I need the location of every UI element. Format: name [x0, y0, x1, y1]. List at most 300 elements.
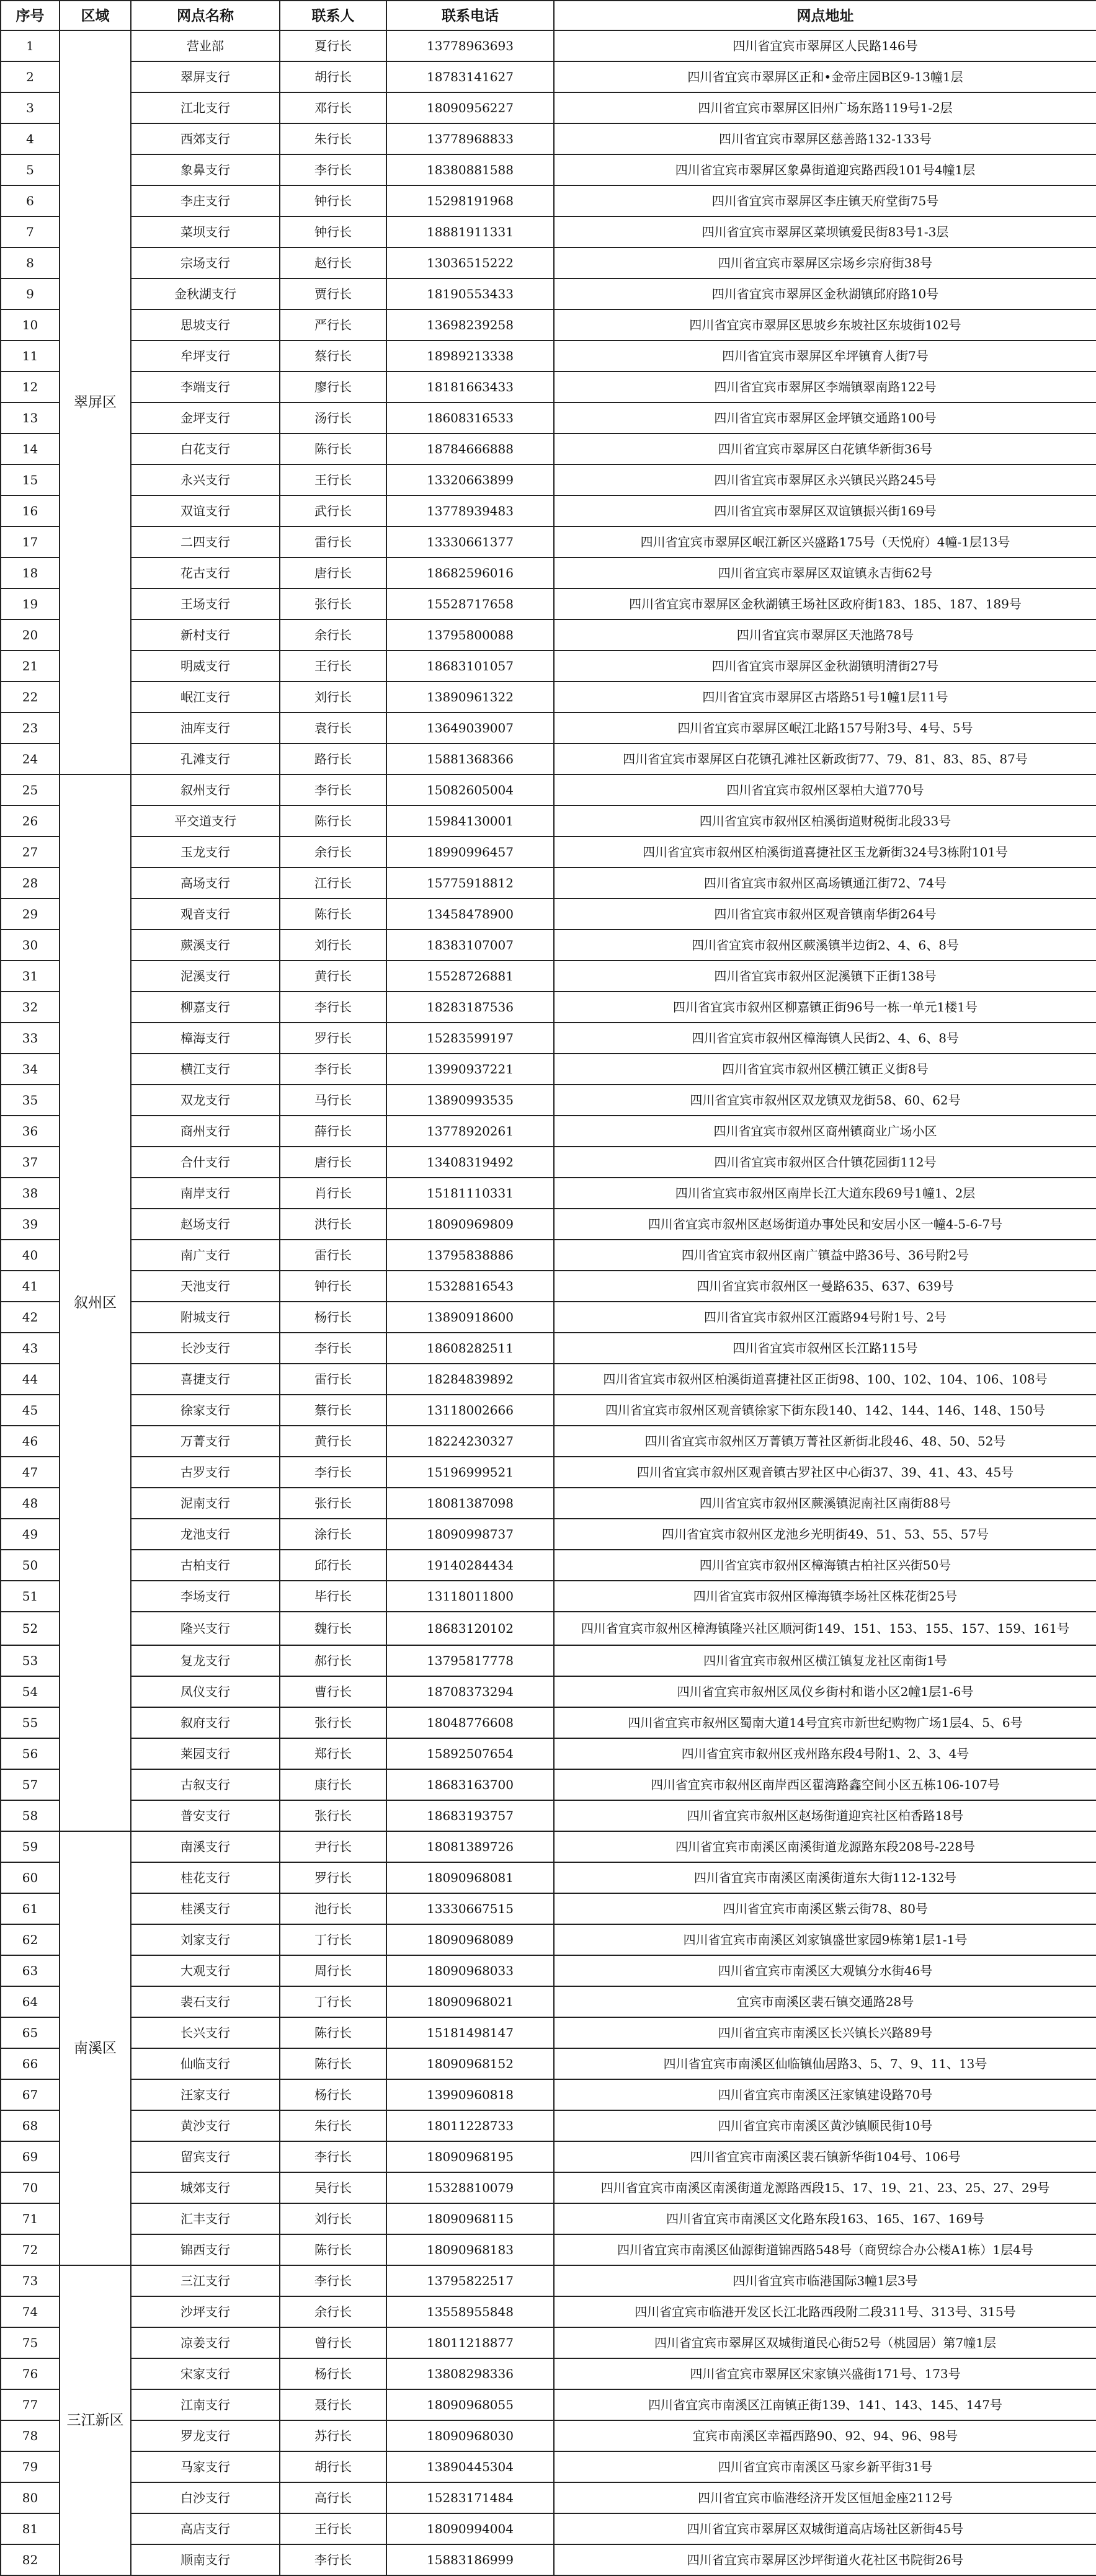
cell-contact: 邓行长 — [280, 92, 386, 123]
cell-contact: 李行长 — [280, 1457, 386, 1488]
cell-seq: 46 — [1, 1426, 60, 1457]
cell-address: 四川省宜宾市叙州区戎州路东段4号附1、2、3、4号 — [554, 1738, 1096, 1769]
cell-seq: 24 — [1, 744, 60, 775]
table-row — [1, 744, 1096, 775]
cell-contact: 杨行长 — [280, 2358, 386, 2389]
cell-branch-name: 李场支行 — [131, 1581, 280, 1612]
cell-address: 四川省宜宾市叙州区合什镇花园街112号 — [554, 1147, 1096, 1178]
cell-seq: 80 — [1, 2482, 60, 2513]
cell-seq: 29 — [1, 899, 60, 930]
cell-address: 四川省宜宾市翠屏区金秋湖镇邱府路10号 — [554, 278, 1096, 309]
cell-address: 四川省宜宾市南溪区大观镇分水街46号 — [554, 1955, 1096, 1986]
cell-address: 宜宾市南溪区幸福西路90、92、94、96、98号 — [554, 2420, 1096, 2451]
cell-phone: 18090968115 — [386, 2203, 554, 2234]
cell-address: 四川省宜宾市叙州区泥溪镇下正街138号 — [554, 961, 1096, 992]
cell-seq: 74 — [1, 2296, 60, 2327]
cell-address: 四川省宜宾市南溪区紫云街78、80号 — [554, 1893, 1096, 1924]
cell-branch-name: 象鼻支行 — [131, 154, 280, 185]
table-row — [1, 1769, 1096, 1800]
cell-contact: 尹行长 — [280, 1831, 386, 1862]
cell-branch-name: 合什支行 — [131, 1147, 280, 1178]
cell-contact: 魏行长 — [280, 1612, 386, 1645]
cell-seq: 77 — [1, 2389, 60, 2420]
cell-address: 四川省宜宾市临港国际3幢1层3号 — [554, 2265, 1096, 2296]
table-row — [1, 1581, 1096, 1612]
cell-seq: 52 — [1, 1612, 60, 1645]
cell-address: 四川省宜宾市南溪区刘家镇盛世家园9栋第1层1-1号 — [554, 1924, 1096, 1955]
cell-phone: 15328810079 — [386, 2172, 554, 2203]
cell-branch-name: 龙池支行 — [131, 1519, 280, 1550]
cell-region: 翠屏区 — [60, 30, 131, 775]
table-row — [1, 2358, 1096, 2389]
cell-phone: 18683163700 — [386, 1769, 554, 1800]
cell-address: 四川省宜宾市叙州区蕨溪镇泥南社区南街88号 — [554, 1488, 1096, 1519]
cell-branch-name: 二四支行 — [131, 526, 280, 557]
table-row — [1, 2451, 1096, 2482]
cell-contact: 杨行长 — [280, 1302, 386, 1333]
cell-phone: 18383107007 — [386, 930, 554, 961]
cell-contact: 路行长 — [280, 744, 386, 775]
cell-seq: 17 — [1, 526, 60, 557]
cell-phone: 15196999521 — [386, 1457, 554, 1488]
cell-branch-name: 复龙支行 — [131, 1645, 280, 1676]
cell-branch-name: 马家支行 — [131, 2451, 280, 2482]
cell-seq: 30 — [1, 930, 60, 961]
cell-contact: 毕行长 — [280, 1581, 386, 1612]
cell-branch-name: 花古支行 — [131, 557, 280, 588]
cell-contact: 郝行长 — [280, 1645, 386, 1676]
table-row — [1, 1550, 1096, 1581]
cell-phone: 18708373294 — [386, 1676, 554, 1707]
cell-branch-name: 留宾支行 — [131, 2141, 280, 2172]
table-row — [1, 2141, 1096, 2172]
table-row — [1, 2513, 1096, 2544]
cell-contact: 康行长 — [280, 1769, 386, 1800]
cell-contact: 余行长 — [280, 2296, 386, 2327]
table-row — [1, 185, 1096, 216]
cell-seq: 53 — [1, 1645, 60, 1676]
cell-branch-name: 喜捷支行 — [131, 1364, 280, 1395]
table-row — [1, 713, 1096, 744]
cell-address: 四川省宜宾市临港经济开发区恒旭金座2112号 — [554, 2482, 1096, 2513]
cell-address: 四川省宜宾市叙州区横江镇正义街8号 — [554, 1054, 1096, 1085]
cell-phone: 18090994004 — [386, 2513, 554, 2544]
cell-seq: 51 — [1, 1581, 60, 1612]
cell-branch-name: 双谊支行 — [131, 495, 280, 526]
cell-contact: 贾行长 — [280, 278, 386, 309]
cell-seq: 26 — [1, 806, 60, 837]
cell-address: 四川省宜宾市翠屏区正和•金帝庄园B区9-13幢1层 — [554, 61, 1096, 92]
cell-seq: 1 — [1, 30, 60, 61]
cell-branch-name: 古罗支行 — [131, 1457, 280, 1488]
cell-contact: 陈行长 — [280, 2048, 386, 2079]
cell-address: 四川省宜宾市翠屏区双城街道民心街52号（桃园居）第7幢1层 — [554, 2327, 1096, 2358]
table-row — [1, 868, 1096, 899]
cell-address: 四川省宜宾市叙州区双龙镇双龙街58、60、62号 — [554, 1085, 1096, 1116]
cell-phone: 13808298336 — [386, 2358, 554, 2389]
cell-phone: 18784666888 — [386, 433, 554, 464]
table-row — [1, 837, 1096, 868]
cell-seq: 34 — [1, 1054, 60, 1085]
cell-seq: 25 — [1, 775, 60, 806]
table-row — [1, 402, 1096, 433]
cell-branch-name: 叙州支行 — [131, 775, 280, 806]
table-row — [1, 1333, 1096, 1364]
cell-contact: 李行长 — [280, 1054, 386, 1085]
cell-branch-name: 古柏支行 — [131, 1550, 280, 1581]
table-row — [1, 1426, 1096, 1457]
cell-phone: 18090968195 — [386, 2141, 554, 2172]
cell-branch-name: 观音支行 — [131, 899, 280, 930]
table-row — [1, 1612, 1096, 1645]
cell-phone: 18048776608 — [386, 1707, 554, 1738]
table-row — [1, 775, 1096, 806]
cell-address: 四川省宜宾市叙州区赵场街道迎宾社区柏香路18号 — [554, 1800, 1096, 1831]
table-row — [1, 557, 1096, 588]
cell-seq: 42 — [1, 1302, 60, 1333]
cell-phone: 18090968152 — [386, 2048, 554, 2079]
cell-contact: 黄行长 — [280, 961, 386, 992]
cell-branch-name: 白沙支行 — [131, 2482, 280, 2513]
cell-contact: 李行长 — [280, 992, 386, 1023]
cell-phone: 13890918600 — [386, 1302, 554, 1333]
table-row — [1, 2079, 1096, 2110]
cell-seq: 56 — [1, 1738, 60, 1769]
cell-seq: 31 — [1, 961, 60, 992]
cell-contact: 刘行长 — [280, 2203, 386, 2234]
cell-branch-name: 高场支行 — [131, 868, 280, 899]
cell-branch-name: 双龙支行 — [131, 1085, 280, 1116]
cell-branch-name: 古叙支行 — [131, 1769, 280, 1800]
table-row — [1, 1924, 1096, 1955]
cell-seq: 64 — [1, 1986, 60, 2017]
cell-branch-name: 三江支行 — [131, 2265, 280, 2296]
cell-seq: 71 — [1, 2203, 60, 2234]
cell-contact: 张行长 — [280, 1707, 386, 1738]
cell-contact: 涂行长 — [280, 1519, 386, 1550]
cell-branch-name: 泥溪支行 — [131, 961, 280, 992]
cell-branch-name: 南岸支行 — [131, 1178, 280, 1209]
cell-address: 四川省宜宾市翠屏区菜坝镇爱民街83号1-3层 — [554, 216, 1096, 247]
cell-seq: 39 — [1, 1209, 60, 1240]
cell-phone: 13036515222 — [386, 247, 554, 278]
cell-branch-name: 樟海支行 — [131, 1023, 280, 1054]
cell-address: 四川省宜宾市叙州区观音镇徐家下街东段140、142、144、146、148、150号 — [554, 1395, 1096, 1426]
cell-branch-name: 锦西支行 — [131, 2234, 280, 2265]
cell-address: 四川省宜宾市叙州区高场镇通江街72、74号 — [554, 868, 1096, 899]
cell-contact: 蔡行长 — [280, 340, 386, 371]
cell-branch-name: 李端支行 — [131, 371, 280, 402]
cell-address: 四川省宜宾市翠屏区宋家镇兴盛街171号、173号 — [554, 2358, 1096, 2389]
cell-branch-name: 城郊支行 — [131, 2172, 280, 2203]
cell-seq: 40 — [1, 1240, 60, 1271]
cell-phone: 13990960818 — [386, 2079, 554, 2110]
cell-seq: 18 — [1, 557, 60, 588]
cell-address: 四川省宜宾市翠屏区宗场乡宗府街38号 — [554, 247, 1096, 278]
cell-branch-name: 李庄支行 — [131, 185, 280, 216]
cell-branch-name: 天池支行 — [131, 1271, 280, 1302]
cell-seq: 55 — [1, 1707, 60, 1738]
cell-contact: 雷行长 — [280, 1364, 386, 1395]
cell-seq: 6 — [1, 185, 60, 216]
cell-branch-name: 沙坪支行 — [131, 2296, 280, 2327]
cell-phone: 18683193757 — [386, 1800, 554, 1831]
cell-branch-name: 隆兴支行 — [131, 1612, 280, 1645]
cell-phone: 18081389726 — [386, 1831, 554, 1862]
cell-address: 四川省宜宾市叙州区万菁镇万菁社区新街北段46、48、50、52号 — [554, 1426, 1096, 1457]
table-row — [1, 899, 1096, 930]
cell-branch-name: 商州支行 — [131, 1116, 280, 1147]
table-row — [1, 2265, 1096, 2296]
cell-phone: 18081387098 — [386, 1488, 554, 1519]
cell-phone: 13698239258 — [386, 309, 554, 340]
cell-phone: 18011218877 — [386, 2327, 554, 2358]
cell-seq: 47 — [1, 1457, 60, 1488]
cell-branch-name: 刘家支行 — [131, 1924, 280, 1955]
cell-seq: 36 — [1, 1116, 60, 1147]
cell-seq: 69 — [1, 2141, 60, 2172]
cell-contact: 邱行长 — [280, 1550, 386, 1581]
cell-phone: 13795817778 — [386, 1645, 554, 1676]
cell-phone: 15984130001 — [386, 806, 554, 837]
cell-branch-name: 翠屏支行 — [131, 61, 280, 92]
cell-seq: 44 — [1, 1364, 60, 1395]
cell-address: 四川省宜宾市翠屏区牟坪镇育人街7号 — [554, 340, 1096, 371]
cell-address: 四川省宜宾市叙州区观音镇古罗社区中心街37、39、41、43、45号 — [554, 1457, 1096, 1488]
cell-phone: 18090998737 — [386, 1519, 554, 1550]
cell-address: 四川省宜宾市叙州区长江路115号 — [554, 1333, 1096, 1364]
table-row — [1, 526, 1096, 557]
cell-seq: 43 — [1, 1333, 60, 1364]
cell-branch-name: 明威支行 — [131, 651, 280, 682]
cell-branch-name: 长沙支行 — [131, 1333, 280, 1364]
table-row — [1, 620, 1096, 651]
table-row — [1, 2296, 1096, 2327]
cell-seq: 35 — [1, 1085, 60, 1116]
cell-branch-name: 凤仪支行 — [131, 1676, 280, 1707]
cell-seq: 32 — [1, 992, 60, 1023]
cell-contact: 曾行长 — [280, 2327, 386, 2358]
cell-phone: 13118002666 — [386, 1395, 554, 1426]
cell-branch-name: 罗龙支行 — [131, 2420, 280, 2451]
cell-branch-name: 白花支行 — [131, 433, 280, 464]
table-row — [1, 806, 1096, 837]
cell-seq: 28 — [1, 868, 60, 899]
cell-address: 四川省宜宾市翠屏区双城街道高店场社区新街45号 — [554, 2513, 1096, 2544]
cell-branch-name: 大观支行 — [131, 1955, 280, 1986]
cell-address: 四川省宜宾市叙州区江霞路94号附1号、2号 — [554, 1302, 1096, 1333]
cell-branch-name: 南溪支行 — [131, 1831, 280, 1862]
cell-branch-name: 仙临支行 — [131, 2048, 280, 2079]
table-row — [1, 961, 1096, 992]
cell-branch-name: 新村支行 — [131, 620, 280, 651]
table-row — [1, 1862, 1096, 1893]
table-row — [1, 309, 1096, 340]
cell-seq: 67 — [1, 2079, 60, 2110]
cell-address: 四川省宜宾市叙州区樟海镇隆兴社区顺河街149、151、153、155、157、159、161号 — [554, 1612, 1096, 1645]
cell-phone: 18683120102 — [386, 1612, 554, 1645]
cell-contact: 曹行长 — [280, 1676, 386, 1707]
header-row — [1, 1, 1096, 30]
table-row — [1, 216, 1096, 247]
cell-branch-name: 顺南支行 — [131, 2544, 280, 2575]
cell-phone: 15181110331 — [386, 1178, 554, 1209]
cell-phone: 13795800088 — [386, 620, 554, 651]
cell-contact: 高行长 — [280, 2482, 386, 2513]
cell-phone: 15775918812 — [386, 868, 554, 899]
cell-seq: 63 — [1, 1955, 60, 1986]
cell-seq: 79 — [1, 2451, 60, 2482]
cell-seq: 78 — [1, 2420, 60, 2451]
cell-seq: 22 — [1, 682, 60, 713]
cell-contact: 王行长 — [280, 464, 386, 495]
cell-phone: 18090969809 — [386, 1209, 554, 1240]
table-row — [1, 2482, 1096, 2513]
cell-branch-name: 蕨溪支行 — [131, 930, 280, 961]
cell-seq: 15 — [1, 464, 60, 495]
table-row — [1, 1645, 1096, 1676]
table-row — [1, 2420, 1096, 2451]
table-row — [1, 1147, 1096, 1178]
cell-phone: 18090968081 — [386, 1862, 554, 1893]
cell-phone: 13795822517 — [386, 2265, 554, 2296]
cell-phone: 13778968833 — [386, 123, 554, 154]
cell-phone: 13408319492 — [386, 1147, 554, 1178]
table-row — [1, 2110, 1096, 2141]
cell-address: 四川省宜宾市翠屏区白花镇孔滩社区新政街77、79、81、83、85、87号 — [554, 744, 1096, 775]
cell-branch-name: 万菁支行 — [131, 1426, 280, 1457]
cell-seq: 5 — [1, 154, 60, 185]
cell-address: 四川省宜宾市翠屏区金秋湖镇王场社区政府街183、185、187、189号 — [554, 588, 1096, 620]
cell-phone: 18011228733 — [386, 2110, 554, 2141]
table-row — [1, 1395, 1096, 1426]
table-row — [1, 154, 1096, 185]
cell-contact: 陈行长 — [280, 806, 386, 837]
table-row — [1, 1302, 1096, 1333]
cell-phone: 18224230327 — [386, 1426, 554, 1457]
cell-contact: 苏行长 — [280, 2420, 386, 2451]
cell-seq: 23 — [1, 713, 60, 744]
cell-phone: 18090968089 — [386, 1924, 554, 1955]
header-contact: 联系人 — [280, 1, 386, 30]
cell-branch-name: 岷江支行 — [131, 682, 280, 713]
cell-address: 四川省宜宾市叙州区一曼路635、637、639号 — [554, 1271, 1096, 1302]
cell-branch-name: 宗场支行 — [131, 247, 280, 278]
table-row — [1, 1023, 1096, 1054]
cell-address: 四川省宜宾市南溪区南溪街道龙源路西段15、17、19、21、23、25、27、29号 — [554, 2172, 1096, 2203]
table-row — [1, 495, 1096, 526]
cell-phone: 13118011800 — [386, 1581, 554, 1612]
cell-seq: 10 — [1, 309, 60, 340]
cell-branch-name: 牟坪支行 — [131, 340, 280, 371]
cell-address: 四川省宜宾市翠屏区沙坪街道火花社区书院街26号 — [554, 2544, 1096, 2575]
cell-contact: 罗行长 — [280, 1023, 386, 1054]
cell-seq: 37 — [1, 1147, 60, 1178]
cell-seq: 66 — [1, 2048, 60, 2079]
cell-address: 四川省宜宾市翠屏区象鼻街道迎宾路西段101号4幢1层 — [554, 154, 1096, 185]
table-row — [1, 2172, 1096, 2203]
cell-phone: 18683101057 — [386, 651, 554, 682]
cell-contact: 严行长 — [280, 309, 386, 340]
cell-seq: 57 — [1, 1769, 60, 1800]
table-row — [1, 2234, 1096, 2265]
cell-contact: 赵行长 — [280, 247, 386, 278]
cell-address: 四川省宜宾市翠屏区金坪镇交通路100号 — [554, 402, 1096, 433]
cell-address: 四川省宜宾市南溪区文化路东段163、165、167、169号 — [554, 2203, 1096, 2234]
cell-address: 四川省宜宾市叙州区商州镇商业广场小区 — [554, 1116, 1096, 1147]
cell-address: 四川省宜宾市翠屏区旧州广场东路119号1-2层 — [554, 92, 1096, 123]
table-row — [1, 1800, 1096, 1831]
cell-branch-name: 菜坝支行 — [131, 216, 280, 247]
cell-contact: 李行长 — [280, 1333, 386, 1364]
cell-address: 四川省宜宾市南溪区长兴镇长兴路89号 — [554, 2017, 1096, 2048]
cell-region: 三江新区 — [60, 2265, 131, 2575]
cell-contact: 朱行长 — [280, 2110, 386, 2141]
cell-branch-name: 莱园支行 — [131, 1738, 280, 1769]
cell-branch-name: 高店支行 — [131, 2513, 280, 2544]
cell-address: 四川省宜宾市南溪区裴石镇新华街104号、106号 — [554, 2141, 1096, 2172]
cell-branch-name: 油库支行 — [131, 713, 280, 744]
cell-seq: 48 — [1, 1488, 60, 1519]
cell-contact: 李行长 — [280, 775, 386, 806]
cell-phone: 15528726881 — [386, 961, 554, 992]
cell-seq: 81 — [1, 2513, 60, 2544]
cell-address: 四川省宜宾市叙州区樟海镇李场社区株花街25号 — [554, 1581, 1096, 1612]
table-row — [1, 1085, 1096, 1116]
cell-contact: 胡行长 — [280, 61, 386, 92]
cell-branch-name: 孔滩支行 — [131, 744, 280, 775]
table-row — [1, 464, 1096, 495]
cell-seq: 62 — [1, 1924, 60, 1955]
cell-address: 四川省宜宾市南溪区南溪街道东大街112-132号 — [554, 1862, 1096, 1893]
table-row — [1, 1738, 1096, 1769]
cell-branch-name: 江南支行 — [131, 2389, 280, 2420]
cell-phone: 18190553433 — [386, 278, 554, 309]
table-row — [1, 930, 1096, 961]
table-row — [1, 1178, 1096, 1209]
cell-contact: 钟行长 — [280, 216, 386, 247]
cell-contact: 罗行长 — [280, 1862, 386, 1893]
cell-branch-name: 长兴支行 — [131, 2017, 280, 2048]
cell-phone: 13330661377 — [386, 526, 554, 557]
cell-phone: 18090968183 — [386, 2234, 554, 2265]
table-row — [1, 371, 1096, 402]
cell-address: 四川省宜宾市翠屏区思坡乡东坡社区东坡街102号 — [554, 309, 1096, 340]
cell-contact: 钟行长 — [280, 185, 386, 216]
table-row — [1, 247, 1096, 278]
cell-contact: 雷行长 — [280, 1240, 386, 1271]
cell-phone: 13890961322 — [386, 682, 554, 713]
table-row — [1, 651, 1096, 682]
cell-seq: 73 — [1, 2265, 60, 2296]
cell-branch-name: 宋家支行 — [131, 2358, 280, 2389]
cell-address: 四川省宜宾市翠屏区岷江北路157号附3号、4号、5号 — [554, 713, 1096, 744]
cell-seq: 72 — [1, 2234, 60, 2265]
cell-phone: 15328816543 — [386, 1271, 554, 1302]
cell-phone: 13890445304 — [386, 2451, 554, 2482]
cell-phone: 13330667515 — [386, 1893, 554, 1924]
cell-address: 四川省宜宾市翠屏区双谊镇振兴街169号 — [554, 495, 1096, 526]
cell-phone: 13458478900 — [386, 899, 554, 930]
cell-phone: 18090956227 — [386, 92, 554, 123]
cell-contact: 肖行长 — [280, 1178, 386, 1209]
cell-contact: 吴行长 — [280, 2172, 386, 2203]
cell-contact: 汤行长 — [280, 402, 386, 433]
table-row — [1, 1831, 1096, 1862]
cell-address: 四川省宜宾市南溪区汪家镇建设路70号 — [554, 2079, 1096, 2110]
cell-branch-name: 桂花支行 — [131, 1862, 280, 1893]
cell-branch-name: 徐家支行 — [131, 1395, 280, 1426]
